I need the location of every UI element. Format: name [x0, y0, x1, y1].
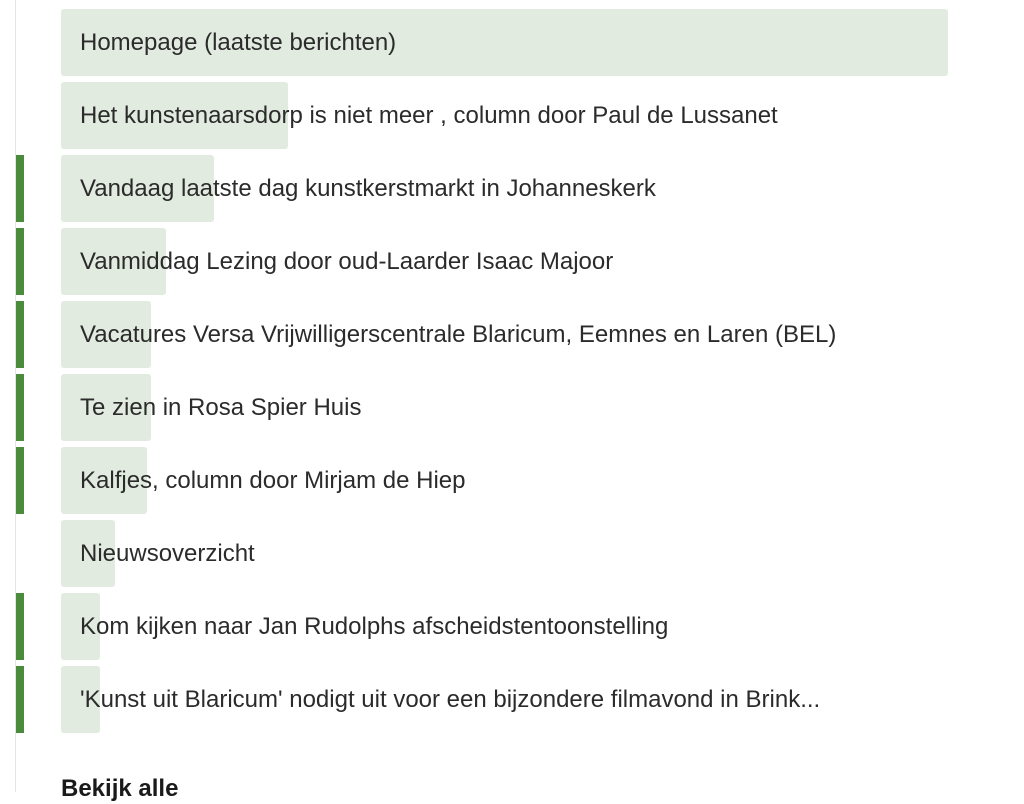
list-item[interactable] — [0, 447, 1024, 514]
list-item-label: Nieuwsoverzicht — [80, 540, 255, 567]
unread-marker — [16, 301, 24, 368]
list-item-label: 'Kunst uit Blaricum' nodigt uit voor een bijzondere filmavond in Brink... — [80, 686, 821, 713]
unread-marker — [16, 155, 24, 222]
list-item[interactable] — [0, 301, 1024, 368]
list-item-label: Vandaag laatste dag kunstkerstmarkt in Johanneskerk — [80, 175, 656, 202]
list-item-label: Vanmiddag Lezing door oud-Laarder Isaac Majoor — [80, 248, 614, 275]
list-item-label: Kalfjes, column door Mirjam de Hiep — [80, 467, 466, 494]
view-all-link[interactable]: Bekijk alle — [61, 775, 179, 802]
list-item[interactable] — [0, 374, 1024, 441]
list-item[interactable] — [0, 666, 1024, 733]
list-item[interactable] — [0, 593, 1024, 660]
unread-marker — [16, 228, 24, 295]
list-item-label: Vacatures Versa Vrijwilligerscentrale Blaricum, Eemnes en Laren (BEL) — [80, 321, 837, 348]
unread-marker — [16, 666, 24, 733]
list-item[interactable] — [0, 155, 1024, 222]
list-item[interactable] — [0, 228, 1024, 295]
unread-marker — [16, 447, 24, 514]
list-item-label: Homepage (laatste berichten) — [80, 29, 397, 56]
list-item-label: Het kunstenaarsdorp is niet meer , column door Paul de Lussanet — [80, 102, 778, 129]
list-item-label: Kom kijken naar Jan Rudolphs afscheidstentoonstelling — [80, 613, 669, 640]
popular-pages-list — [0, 9, 1024, 739]
unread-marker — [16, 374, 24, 441]
list-item[interactable] — [0, 82, 1024, 149]
unread-marker — [16, 593, 24, 660]
list-item[interactable] — [0, 520, 1024, 587]
list-item-label: Te zien in Rosa Spier Huis — [80, 394, 362, 421]
list-item[interactable] — [0, 9, 1024, 76]
